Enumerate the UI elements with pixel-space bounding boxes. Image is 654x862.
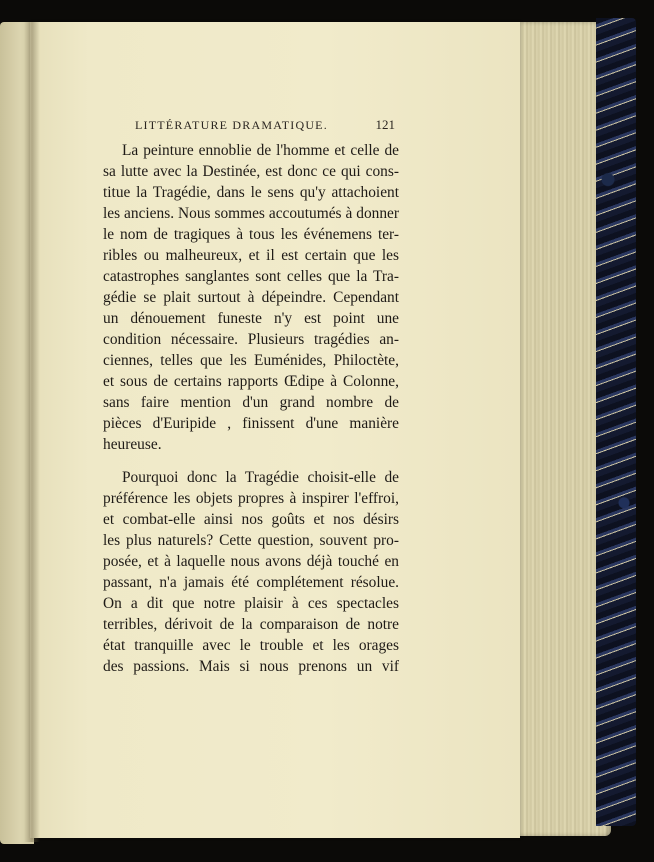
text-line: sa lutte avec la Destinée, est donc ce qui cons- [103,163,399,180]
text-line: terribles, dérivoit de la comparaison de notre [103,616,399,633]
text-line: un dénouement funeste n'y est point une [103,310,399,327]
text-line: préférence les objets propres à inspirer l'effroi, [103,490,399,507]
text-line: et sous de certains rapports Œdipe à Colonne, [103,373,399,390]
text-line: les anciens. Nous sommes accoutumés à donner [103,205,399,222]
text-line: condition nécessaire. Plusieurs tragédies an- [103,331,399,348]
text-line: Pourquoi donc la Tragédie choisit-elle de [122,469,399,486]
text-line: ciennes, telles que les Euménides, Philoctète, [103,352,399,369]
marbled-cover-edge [596,18,636,826]
text-line: état tranquille avec le trouble et les orages [103,637,399,654]
text-line: gédie se plait surtout à dépeindre. Cependant [103,289,399,306]
text-line: posée, et à laquelle nous avons déjà touché en [103,553,399,570]
text-line: On a dit que notre plaisir à ces spectacles [103,595,399,612]
text-line: passant, n'a jamais été complétement résolue. [103,574,399,591]
book-gutter [24,22,40,842]
text-line: sans faire mention d'un grand nombre de [103,394,399,411]
text-line: des passions. Mais si nous prenons un vif [103,658,399,675]
running-head [135,118,395,136]
text-line: ribles ou malheureux, et il est certain que les [103,247,399,264]
text-line: titue la Tragédie, dans le sens qu'y attachoient [103,184,399,201]
text-line: les plus naturels? Cette question, souvent pro- [103,532,399,549]
text-line: pièces d'Euripide , finissent d'une manière [103,415,399,432]
text-line: et combat-elle ainsi nos goûts et nos désirs [103,511,399,528]
text-line: La peinture ennoblie de l'homme et celle de [122,142,399,159]
text-line: heureuse. [103,436,162,453]
page-number: 121 [375,117,395,132]
text-line: catastrophes sanglantes sont celles que la Tra- [103,268,399,285]
text-line: le nom de tragiques à tous les événemens ter- [103,226,399,243]
running-head-title: LITTÉRATURE DRAMATIQUE. [135,118,328,132]
